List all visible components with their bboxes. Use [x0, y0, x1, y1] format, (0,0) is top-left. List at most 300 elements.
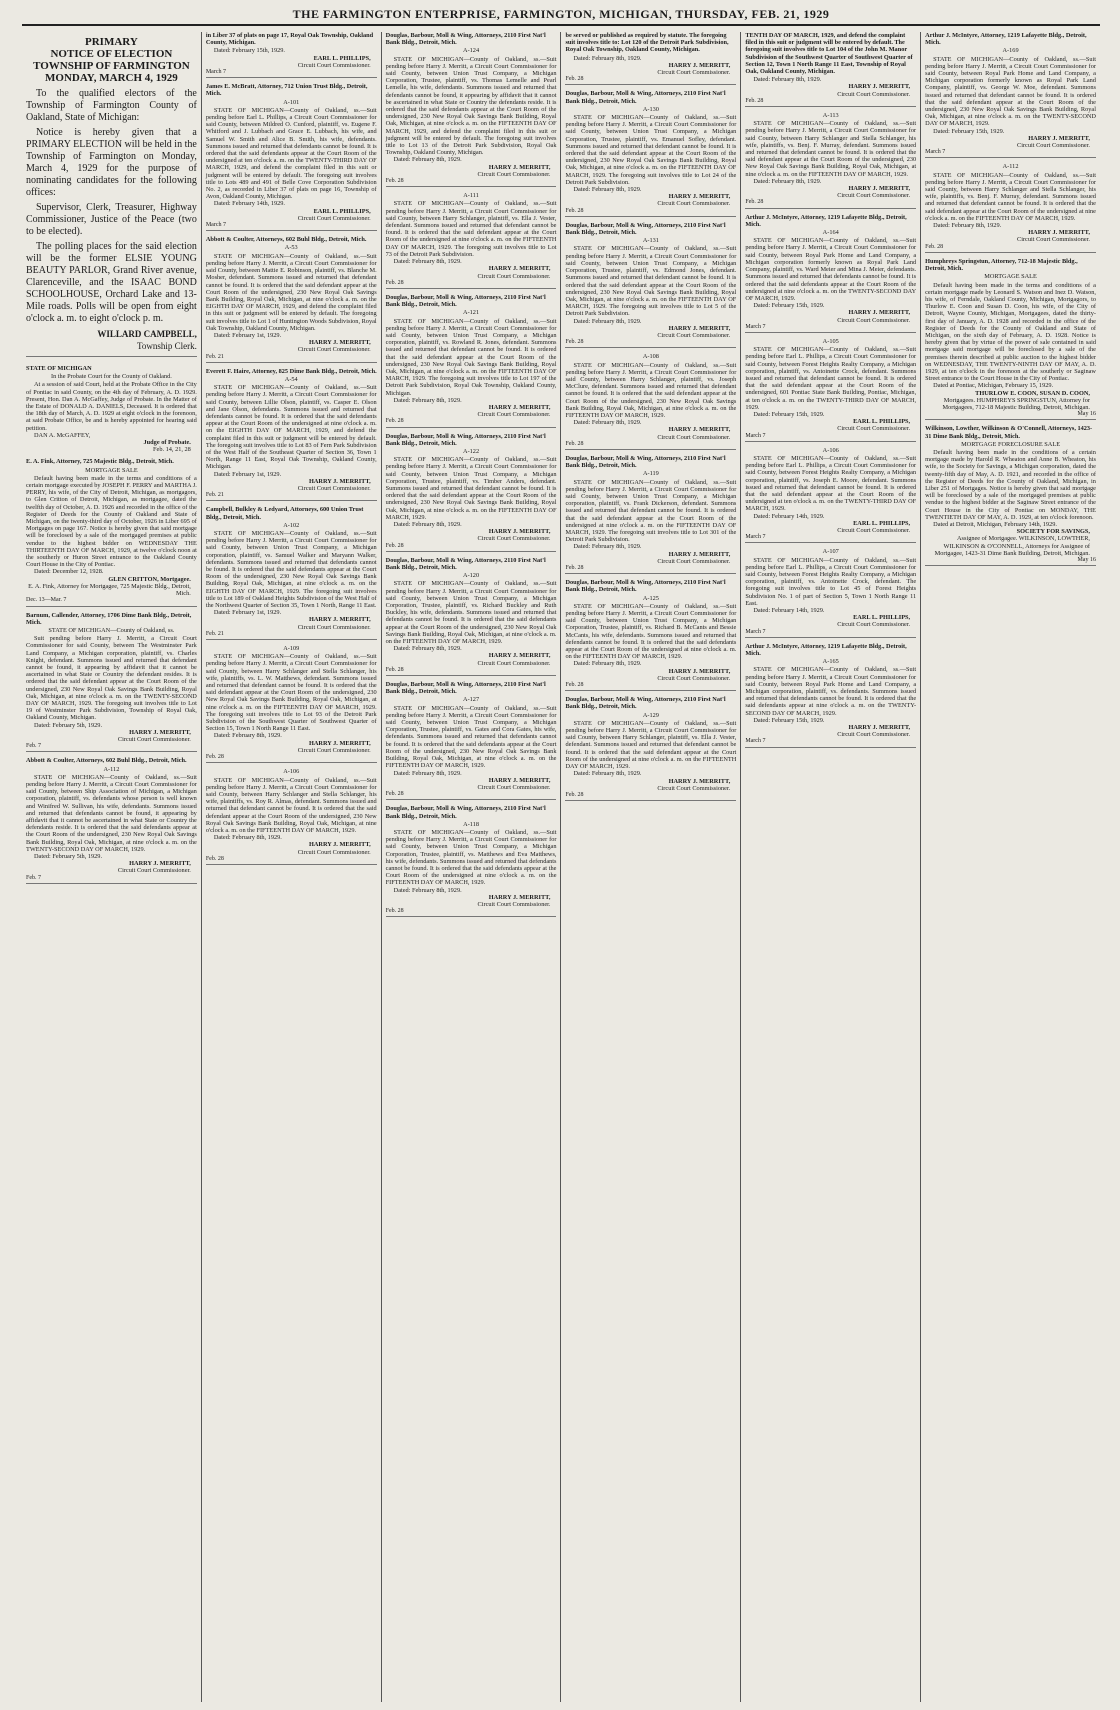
- notice-date: Dated: February 8th, 1929.: [393, 521, 462, 528]
- notice-date: Dated: February 8th, 1929.: [573, 317, 642, 325]
- election-signature-title: Township Clerk.: [26, 340, 197, 357]
- notice-body: Suit pending before Harry J. Merritt, a Circuit Court Commissioner for said County, between The Westminster Park Land Company, a Michigan corporation, plaintiff, vs. Charles Knight, defendant. Summons issued and returned that defendant cannot be found, it appearing by affidavit that it cannot be ascertained in what State or Country the defendant resides. It is ordered that the said defendant appear at the Court Room of the undersigned, 230 New Royal Oak Savings Bank Building, Royal Oak, Michigan, at nine o'clock a. m. on the TWENTY-SECOND DAY OF MARCH, 1929. The foregoing suit involves title to Lot 19 of Westminster Park Subdivision, Township of Royal Oak, Oakland County, Michigan.: [26, 635, 197, 722]
- notice-signature: HARRY J. MERRITT,: [488, 528, 551, 536]
- notice-body: STATE OF MICHIGAN—County of Oakland, ss.—Suit pending before Harry J. Merritt, a Circuit Court Commissioner for said County, between Union Trust Company, a Michigan corporation, plaintiff, vs. Samuel Walker and Maryann Walker, defendants. Summons issued and returned that defendants cannot be found. It is ordered that the said defendants appear at the Court Room of the undersigned, 230 New Royal Oak Savings Bank Building, Royal Oak, Michigan, at nine o'clock a. m. on the EIGHTH DAY OF MARCH, 1929. The foregoing suit involves title to Lot 189 of Oakland Heights Subdivision of the West Half of the Northwest Quarter of Section 35, Town 1 North, Range 11 East.: [205, 530, 377, 610]
- notice-signature-title: Circuit Court Commissioner.: [297, 484, 371, 492]
- election-heading-primary: PRIMARY: [85, 36, 138, 48]
- notice-last-date: May 16: [1077, 557, 1096, 564]
- legal-notice: [745, 214, 916, 333]
- legal-notice: [26, 458, 197, 606]
- notice-attorney-header: Douglas, Barbour, Moll & Wing, Attorneys, 2110 First Nat'l Bank Bldg., Detroit, Mich.: [565, 90, 726, 105]
- election-heading-notice: NOTICE OF ELECTION: [50, 48, 173, 60]
- notice-attorney-header: Douglas, Barbour, Moll & Wing, Attorneys, 2110 First Nat'l Bank Bldg., Detroit, Mich.: [565, 454, 726, 470]
- notice-case-number: A-106: [283, 768, 300, 776]
- notice-signature-title: Circuit Court Commissioner.: [1017, 236, 1090, 244]
- notice-signature: HARRY J. MERRITT,: [848, 309, 911, 317]
- notice-attorney-header: Everett F. Haire, Attorney, 825 Dime Bank Bldg., Detroit, Mich.: [205, 367, 377, 375]
- notice-body: At a session of said Court, held at the Probate Office in the City of Pontiac in said County, on the 4th day of February, A. D. 1929. Present, Hon. Dan A. McGaffey, Judge of Probate. In the Matter of the Estate of DONALD A. DANIELS, Deceased. It is ordered that the 18th day of March, A. D. 1929 at eight o'clock in the forenoon, at said Probate Office, be and is hereby appointed for hearing said petition.: [26, 381, 197, 432]
- notice-publication-dates: [565, 208, 736, 217]
- notice-body: STATE OF MICHIGAN—County of Oakland, ss.—Suit pending before Harry J. Merritt, a Circuit Court Commissioner for said County, between Union Trust Company, a Michigan corporation, plaintiff, vs. Frank Dickerson, defendant. Summons issued and returned that defendant cannot be found. It is ordered that the said defendant appear at the Court Room of the undersigned at nine o'clock a. m. on the FIFTEENTH DAY OF MARCH, 1929. The foregoing suit involves title to Lot 301 of the Detroit Park Subdivision.: [565, 478, 737, 544]
- notice-case-number: A-54: [284, 375, 298, 383]
- notice-case-number: A-112: [1002, 163, 1019, 171]
- notice-body: STATE OF MICHIGAN—County of Oakland, ss.—Suit pending before Harry J. Merritt, a Circuit Court Commissioner for said County, between Mattie E. Robinson, plaintiff, vs. Blanche M. Mosher, defendant. Summons issued and returned that defendant cannot be found. It is ordered that the said defendant appear at the Court Room of the undersigned, 230 New Royal Oak Savings Bank Building, Royal Oak, Michigan, at nine o'clock a. m. on the EIGHTH DAY OF MARCH, 1929, and defend the complaint filed in this suit or judgment will be entered by default. The foregoing suit involves title to Lot 1 of Huntington Woods Subdivision, Royal Oak Township, Oakland County, Michigan.: [205, 252, 377, 332]
- notice-publication-dates: [745, 98, 916, 107]
- notice-signature-title: Feb. 14, 21, 28: [153, 446, 191, 454]
- notice-body: STATE OF MICHIGAN—County of Oakland, ss.—Suit pending before Harry J. Merritt, a Circuit Court Commissioner for said County, between Harry Schlanger, plaintiff, vs. Ella J. Vester, defendant. Summons issued and returned that defendant cannot be found. It is ordered that the said defendant appear at the Court Room of the undersigned at nine o'clock a. m. on the FIFTEENTH DAY OF MARCH, 1929. The foregoing suit involves title to Lot 73 of the Detroit Park Subdivision.: [385, 200, 557, 258]
- legal-notice: [386, 192, 557, 289]
- election-paragraph: Notice is hereby given that a PRIMARY ELECTION will be held in the Township of Farmington on Monday, March 4, 1929 for the purpose of nominating candidates for the following offices:: [26, 127, 197, 198]
- notice-date: Dated: February 15th, 1929.: [753, 410, 825, 418]
- notice-signature-title: Circuit Court Commissioner.: [837, 527, 911, 534]
- notice-attorney-header: Douglas, Barbour, Moll & Wing, Attorneys, 2110 First Nat'l Bank Bldg., Detroit, Mich.: [385, 681, 546, 696]
- notice-first-date: Feb. 28: [205, 754, 224, 761]
- notice-signature-title: Circuit Court Commissioner.: [837, 731, 911, 739]
- notice-body: Dated: February 15th, 1929.: [213, 47, 286, 55]
- notice-case-number: A-120: [463, 572, 480, 580]
- notice-case-number: A-164: [822, 229, 839, 237]
- notice-signature: HARRY J. MERRITT,: [308, 841, 371, 849]
- notice-signature-title: Circuit Court Commissioner.: [837, 192, 911, 200]
- notice-case-number: A-107: [822, 548, 839, 556]
- notice-publication-dates: [386, 418, 557, 427]
- notice-signature-title: Circuit Court Commissioner.: [297, 623, 371, 631]
- notice-publication-dates: [565, 76, 736, 85]
- notice-first-date: March 7: [745, 738, 766, 745]
- notice-signature-title: Circuit Court Commissioner.: [657, 200, 731, 208]
- notice-date: Dated: February 8th, 1929.: [213, 834, 282, 842]
- legal-notice: [26, 612, 197, 753]
- notice-date: Dated: February 8th, 1929.: [573, 186, 642, 194]
- legal-notice: [565, 32, 736, 85]
- notice-signature: HARRY J. MERRITT,: [848, 83, 911, 91]
- notice-signature: SOCIETY FOR SAVINGS,: [1016, 528, 1090, 536]
- notice-case-number: A-106: [822, 446, 839, 454]
- notice-signature-title: Circuit Court Commissioner.: [657, 433, 731, 441]
- legal-notice: [26, 365, 197, 453]
- notice-attorney-header: E. A. Fink, Attorney, 725 Majestic Bldg., Detroit, Mich.: [26, 458, 174, 466]
- legal-notice: [565, 455, 736, 574]
- notice-date: Dated: February 1st, 1929.: [213, 609, 282, 617]
- notice-case-number: A-129: [642, 711, 659, 719]
- notice-publication-dates: [745, 534, 916, 543]
- notice-first-date: Feb. 28: [565, 682, 584, 689]
- notice-case-number: A-108: [642, 353, 659, 361]
- notice-first-date: March 7: [745, 432, 766, 439]
- notice-first-date: Feb. 28: [565, 440, 584, 447]
- notice-date: Dated: February 8th, 1929.: [393, 396, 462, 404]
- notice-signature: EARL L. PHILLIPS,: [313, 54, 371, 62]
- notice-date: Dated: February 8th, 1929.: [393, 769, 462, 777]
- notice-signature-title: Circuit Court Commissioner.: [477, 411, 551, 419]
- notice-signature: HARRY J. MERRITT,: [129, 728, 191, 736]
- notice-publication-dates: [26, 743, 197, 752]
- notice-case-number: A-101: [283, 98, 300, 106]
- notice-body: STATE OF MICHIGAN—County of Oakland, ss.—Suit pending before Harry J. Merritt, a Circuit Court Commissioner for said County, between Union Trust Company, a Michigan Corporation, Trustee, plaintiff, vs. Richard Buckley and Ruth Buckley, his wife, defendants. Summons issued and returned that defendants cannot be found. It is ordered that the said defendants appear at the Court Room of the undersigned, 230 New Royal Oak Savings Bank Building, Royal Oak, Michigan, at nine o'clock a. m. on the FIFTEENTH DAY OF MARCH, 1929.: [385, 580, 557, 646]
- notice-date: DAN A. McGAFFEY,: [34, 431, 91, 439]
- notice-body: STATE OF MICHIGAN—County of Oakland, ss.—Suit pending before Harry J. Merritt, a Circuit Court Commissioner for said County, between Royal Park Home and Land Company, a Michigan corporation formerly known as Royal Park Land Company, plaintiff, vs. Ward Meier and Mina J. Meier, defendants. Summons issued and returned that defendants cannot be found. It is ordered that the said defendants appear at the Court Room of the undersigned at nine o'clock a. m. on the TWENTY-SECOND DAY OF MARCH, 1929.: [745, 237, 917, 302]
- notice-case-number: A-127: [463, 696, 480, 704]
- notice-signature: HARRY J. MERRITT,: [1028, 134, 1090, 142]
- notice-publication-dates: [26, 875, 197, 884]
- legal-notice: [206, 506, 377, 640]
- notice-signature-title: Circuit Court Commissioner.: [477, 659, 551, 667]
- notice-date: Dated: February 8th, 1929.: [573, 660, 642, 668]
- notice-body: STATE OF MICHIGAN—County of Oakland, ss.—Suit pending before Harry J. Merritt, a Circuit Court Commissioner for said County, between Union Trust Company, a Michigan Corporation, Trustee, plaintiff, vs. Thomas Lemelle and Pearl Lemelle, his wife, defendants. Summons issued and returned that defendants cannot be found, it appearing by affidavit that it cannot be ascertained in what State or Country the defendants reside. It is ordered that the said defendants appear at the Court Room of the undersigned, 230 New Royal Oak Savings Bank Building, Royal Oak, Michigan, at nine o'clock a. m. on the FIFTEENTH DAY OF MARCH, 1929, and defend the complaint filed in this suit or judgment will be entered by default. The foregoing suit involves title to Lot 13 of the Detroit Park Subdivision, Royal Oak Township, Oakland County, Michigan.: [385, 55, 557, 157]
- notice-signature-title: Circuit Court Commissioner.: [837, 425, 911, 433]
- notice-signature: HARRY J. MERRITT,: [308, 477, 371, 485]
- notice-signature-title: Circuit Court Commissioner.: [297, 214, 371, 222]
- notice-signature-title: Circuit Court Commissioner.: [477, 170, 551, 178]
- notice-date: Dated: December 12, 1928.: [34, 568, 104, 576]
- column-6: [921, 32, 1100, 1702]
- notice-body: STATE OF MICHIGAN—County of Oakland, ss.—Suit pending before Harry J. Merritt, a Circuit Court Commissioner for said County, between Harry Schlanger and Stella Schlanger, his wife, plaintiffs, vs. Benj. F. Murray, defendant. Summons issued and returned that defendant cannot be found. It is ordered that the said defendant appear at the Court Room of the undersigned at nine o'clock a. m. on the FIFTEENTH DAY OF MARCH, 1929.: [925, 171, 1096, 222]
- notice-body: STATE OF MICHIGAN—County of Oakland, ss.—Suit pending before Earl L. Phillips, a Circuit Court Commissioner for said County, between Forest Heights Realty Company, a Michigan corporation, plaintiff, vs. Antoinette Crock, defendant. The foregoing suit involves title to Lot 45 of Forest Heights Subdivision No. 1 of part of Section 5, Town 1 North Range 11 East.: [745, 556, 917, 607]
- notice-case-number: A-165: [822, 658, 839, 666]
- notice-attorney-header: Douglas, Barbour, Moll & Wing, Attorneys, 2110 First Nat'l Bank Bldg., Detroit, Mich.: [565, 696, 726, 711]
- notice-first-date: Feb. 28: [385, 791, 404, 798]
- notice-signature-title: Circuit Court Commissioner.: [837, 90, 911, 98]
- notice-publication-dates: [925, 244, 1096, 253]
- legal-notice: [745, 112, 916, 209]
- notice-signature: HARRY J. MERRITT,: [668, 61, 731, 69]
- notice-signature-title: Circuit Court Commissioner.: [297, 746, 371, 754]
- notice-signature: EARL L. PHILLIPS,: [853, 614, 911, 622]
- notice-body: STATE OF MICHIGAN—County of Oakland, ss.—Suit pending before Harry J. Merritt, a Circuit Court Commissioner for said County, between Union Trust Company, a Michigan Corporation, Trustee, plaintiff, vs. Emanuel Sofley, defendant. Summons issued and returned that defendant cannot be found. It is ordered that the said defendant appear at the Court Room of the undersigned, 230 New Royal Oak Savings Bank Building, Royal Oak, Michigan, at nine o'clock a. m. on the FIFTEENTH DAY OF MARCH, 1929. The foregoing suit involves title to Lot 24 of the Detroit Park Subdivision.: [565, 114, 737, 186]
- notice-attorney-header: be served or published as required by statute. The foregoing suit involves title to: Lot 120 of the Detroit Park Subdivision, Royal Oak Township, Oakland County, Michigan.: [565, 32, 729, 54]
- notice-first-date: Feb. 28: [565, 791, 584, 798]
- notice-publication-dates: [26, 597, 197, 606]
- notice-signature-title: Mortgagees. HUMPHREYS SPRINGSTUN, Attorney for Mortgagees, 712-18 Majestic Building, Detroit, Michigan.: [942, 396, 1090, 411]
- notice-case-number: A-169: [1002, 47, 1019, 55]
- notice-publication-dates: [206, 631, 377, 640]
- notice-signature: HARRY J. MERRITT,: [488, 893, 551, 901]
- notice-signature-title: Circuit Court Commissioner.: [477, 535, 551, 543]
- notice-case-number: A-113: [822, 112, 839, 120]
- notice-publication-dates: [565, 565, 736, 574]
- legal-notice: [206, 368, 377, 502]
- notice-first-date: March 7: [205, 222, 226, 229]
- notice-first-date: Feb. 28: [925, 243, 944, 250]
- notice-attorney-header: TENTH DAY OF MARCH, 1929, and defend the complaint filed in this suit or judgment will be entered by default. The foregoing suit involves title to Lot 104 of the John M. Manor Subdivision of the Southwest Quarter of Southwest Quarter of Section 12, Town 1 North Range 11 East, Township of Royal Oak, Oakland County, Michigan.: [745, 32, 913, 76]
- legal-notice: [745, 338, 916, 442]
- notice-first-date: March 7: [745, 534, 766, 541]
- legal-notice: [206, 236, 377, 362]
- notice-attorney-header: Douglas, Barbour, Moll & Wing, Attorneys, 2110 First Nat'l Bank Bldg., Detroit, Mich.: [385, 556, 546, 572]
- notice-case-number: MORTGAGE SALE: [984, 273, 1037, 281]
- notice-date: Dated: February 5th, 1929.: [34, 853, 103, 860]
- notice-publication-dates: [206, 492, 377, 501]
- notice-attorney-header: in Liber 37 of plats on page 17, Royal Oak Township, Oakland County, Michigan.: [205, 32, 374, 47]
- legal-notice: [565, 222, 736, 348]
- notice-signature-title: Circuit Court Commissioner.: [837, 621, 911, 629]
- legal-notice: [386, 433, 557, 552]
- notice-case-number: A-131: [642, 237, 659, 245]
- notice-body: STATE OF MICHIGAN—County of Oakland, ss.—Suit pending before Harry J. Merritt, a Circuit Court Commissioner for said County, between Lillie Olson, plaintiff, vs. Casper E. Olson and Jane Olson, defendants. Summons issued and returned that defendants cannot be found. It is ordered that the said defendants appear at the Court Room of the undersigned at nine o'clock a. m. on the EIGHTH DAY OF MARCH, 1929, and defend the complaint filed in this suit or judgment will be entered by default. The foregoing suit involves title to Lot 83 of Fern Park Subdivision of the West Half of the Southeast Quarter of Section 36, Town 1 North, Range 11 East, Royal Oak Township, Oakland County, Michigan.: [205, 384, 377, 471]
- notice-date: Dated: February 8th, 1929.: [393, 886, 462, 894]
- notice-body: STATE OF MICHIGAN—County of Oakland, ss.—Suit pending before Harry J. Merritt, a Circuit Court Commissioner for said County, between Union Trust Company, a Michigan Corporation, Trustee, plaintiff, vs. Richard B. McCants and Bessie McCants, his wife, defendants. Summons issued and returned that defendants cannot be found. It is ordered that the said defendants appear at the Court Room of the undersigned at nine o'clock a. m. on the FIFTEENTH DAY OF MARCH, 1929.: [565, 602, 737, 661]
- notice-publication-dates: [745, 199, 916, 208]
- notice-attorney-header: Douglas, Barbour, Moll & Wing, Attorneys, 2110 First Nat'l Bank Bldg., Detroit, Mich.: [565, 221, 726, 237]
- notice-publication-dates: [386, 178, 557, 187]
- election-heading-date: MONDAY, MARCH 4, 1929: [45, 72, 178, 84]
- notice-publication-dates: [386, 667, 557, 676]
- notice-date: Dated: February 8th, 1929.: [753, 76, 822, 84]
- notice-body: STATE OF MICHIGAN—County of Oakland, ss.—Suit pending before Harry J. Merritt, a Circuit Court Commissioner for said County, between Union Trust Company, a Michigan Corporation, Trustee, plaintiff, vs. Edmond Jones, defendant. Summons issued and returned that defendant cannot be found. It is ordered that the said defendant appear at the Court Room of the undersigned, 230 New Royal Oak Savings Bank Building, Royal Oak, Michigan, at nine o'clock a. m. on the FIFTEENTH DAY OF MARCH, 1929. The foregoing suit involves title to Lot 5 of the Detroit Park Subdivision.: [565, 245, 737, 318]
- notice-case-number: A-105: [822, 337, 839, 345]
- notice-first-date: Feb. 28: [385, 279, 404, 286]
- notice-date: Dated: February 1st, 1929.: [213, 470, 282, 478]
- notice-signature: HARRY J. MERRITT,: [488, 265, 551, 273]
- notice-date: Dated: February 14th, 1929.: [753, 607, 825, 615]
- notice-case-number: A-53: [284, 244, 298, 252]
- notice-publication-dates: [925, 557, 1096, 566]
- notice-signature-title: Circuit Court Commissioner.: [1017, 142, 1090, 150]
- notice-date: Dated: February 8th, 1929.: [393, 645, 462, 653]
- notice-body: STATE OF MICHIGAN—County of Oakland, ss.—Suit pending before Harry J. Merritt, a Circuit Court Commissioner for said County, between Royal Park Home and Land Company, a Michigan corporation, plaintiff, vs. defendants. Summons issued and returned that defendants cannot be found. It is ordered that the said defendants appear at nine o'clock a. m. on the TWENTY-SECOND DAY OF MARCH, 1929.: [745, 666, 917, 717]
- column-3: [382, 32, 562, 1702]
- legal-notice: [206, 645, 377, 763]
- notice-signature-title: Circuit Court Commissioner.: [117, 867, 191, 875]
- notice-signature: HARRY J. MERRITT,: [488, 163, 551, 171]
- legal-notice: [26, 757, 197, 883]
- notice-first-date: March 7: [205, 69, 226, 76]
- notice-attorney-header: Arthur J. McIntyre, Attorney, 1219 Lafayette Bldg., Detroit, Mich.: [745, 213, 907, 228]
- notice-first-date: Feb. 28: [385, 542, 404, 549]
- notice-first-date: Feb. 7: [26, 874, 41, 881]
- notice-signature: HARRY J. MERRITT,: [668, 324, 731, 332]
- notice-body: STATE OF MICHIGAN—County of Oakland, ss.—Suit pending before Harry J. Merritt, a Circuit Court Commissioner for said County, between Ship Association of Michigan, a Michigan corporation, plaintiff, vs. defendants whose person is well known and Winifred W. Sullivan, his wife, defendants. Summons issued and returned that defendants cannot be found, it appearing by affidavit that it cannot be ascertained in what State or Country the defendants reside. It is ordered that the said defendants appear at the Court Room of the undersigned, 230 New Royal Oak Savings Bank Building, Royal Oak, Michigan, at nine o'clock a. m. on the TWENTY-SECOND DAY OF MARCH, 1929.: [26, 773, 197, 853]
- notice-body: Default having been made in the terms and conditions of a certain mortgage made by Leonard S. Watson and Inez D. Watson, his wife, of Ferndale, Oakland County, Michigan, Mortgagors, to Thurlow E. Coon and Susan D. Coon, his wife, of the City of Detroit, Wayne County, Michigan, Mortgagees, dated the thirty-first day of January, A. D. 1928 and recorded in the office of the Register of Deeds for the County of Oakland and State of Michigan, on the sixth day of February, A. D. 1928. Notice is hereby given that by virtue of the power of sale contained in said mortgage said mortgage will be foreclosed by a sale of the premises therein described at public auction to the highest bidder on WEDNESDAY, THE TWENTY-NINTH DAY OF MAY, A. D. 1929, at ten o'clock in the forenoon at the southerly or Saginaw Street entrance to the Court House in the City of Pontiac.: [925, 281, 1096, 383]
- notice-signature: EARL L. PHILLIPS,: [853, 519, 911, 527]
- notice-case-number: A-124: [463, 47, 480, 55]
- notice-date: Dated: February 15th, 1929.: [753, 302, 825, 310]
- legal-notice: [565, 696, 736, 801]
- legal-notice: [386, 294, 557, 428]
- notice-signature-title: Circuit Court Commissioner.: [657, 331, 731, 339]
- notice-case-number: A-118: [463, 820, 479, 828]
- notice-first-date: Feb. 28: [565, 76, 584, 83]
- notice-publication-dates: [206, 69, 377, 78]
- notice-body: STATE OF MICHIGAN—County of Oakland, ss.—Suit pending before Harry J. Merritt, a Circuit Court Commissioner for said County, between Harry Schlanger and Stella Schlanger, his wife, plaintiffs, vs. Benj. F. Murray, defendant. Summons issued and returned that defendant cannot be found. It is ordered that the said defendant appear at the Court Room of the undersigned, 230 New Royal Oak Savings Bank Building, Royal Oak, Michigan, at nine o'clock a. m. on the FIFTEENTH DAY OF MARCH, 1929.: [745, 120, 917, 178]
- notice-body: STATE OF MICHIGAN—County of Oakland, ss.—Suit pending before Harry J. Merritt, a Circuit Court Commissioner for said County, between Union Trust Company, a Michigan Corporation, Trustee, plaintiff, vs. Gates and Cora Gates, his wife, defendants. Summons issued and returned that defendants cannot be found. It is ordered that the said defendants appear at the Court Room of the undersigned, 230 New Royal Oak Savings Bank Building, Royal Oak, Michigan, at nine o'clock a. m. on the FIFTEENTH DAY OF MARCH, 1929.: [385, 704, 557, 770]
- notice-date: Dated: February 8th, 1929.: [573, 419, 642, 427]
- notice-signature-title: Circuit Court Commissioner.: [117, 735, 191, 743]
- notice-date: Dated: February 1st, 1929.: [213, 331, 282, 339]
- column-4: [561, 32, 741, 1702]
- notice-signature: HARRY J. MERRITT,: [1028, 229, 1090, 237]
- notice-body: STATE OF MICHIGAN—County of Oakland, ss.—Suit pending before Earl L. Phillips, a Circuit Court Commissioner for said County, between Mildred O. Cunford, plaintiff, vs. Eugene F. Whitford and J. Lubbach and Grace E. Lubbach, his wife, and Samuel W. Smith and Alice B. Smith, his wife, defendants. Summons issued and returned that defendants cannot be found. It is ordered that the said defendants appear at the Court Room of the undersigned at ten o'clock a. m. on the TWENTY-THIRD DAY OF MARCH, 1929, and defend the complaint filed in this suit or judgment will be entered by default. The foregoing suit involves title to Lots 489 and 491 of Belle Cove Corporation Subdivision No. 2, as recorded in Liber 37 of plats on page 16, Township of Avon, Oakland County, Michigan.: [205, 106, 377, 201]
- notice-first-date: Feb. 28: [205, 855, 224, 862]
- notice-first-date: Feb. 21: [205, 492, 224, 499]
- notice-case-number: A-119: [642, 470, 659, 478]
- election-notice: [26, 36, 197, 357]
- legal-notice-columns: [22, 32, 1100, 1702]
- notice-publication-dates: [206, 754, 377, 763]
- notice-date: Dated: February 8th, 1929.: [393, 258, 462, 266]
- legal-notice: [925, 425, 1096, 566]
- notice-body: STATE OF MICHIGAN—County of Oakland, ss.—Suit pending before Harry J. Merritt, a Circuit Court Commissioner for said County, between Harry Schlanger, plaintiff, vs. Ella J. Vester, defendant. Summons issued and returned that defendant cannot be found. It is ordered that the said defendant appear at the Court Room of the undersigned at nine o'clock a. m. on the FIFTEENTH DAY OF MARCH, 1929.: [565, 719, 737, 771]
- notice-publication-dates: [745, 433, 916, 442]
- notice-publication-dates: [745, 629, 916, 638]
- notice-signature-title: Circuit Court Commissioner.: [477, 900, 551, 908]
- notice-publication-dates: [745, 738, 916, 747]
- notice-publication-dates: [565, 339, 736, 348]
- notice-case-number: A-125: [642, 594, 659, 602]
- notice-signature: HARRY J. MERRITT,: [488, 652, 551, 660]
- notice-attorney-header: Abbott & Coulter, Attorneys, 602 Buhl Bldg., Detroit, Mich.: [205, 236, 367, 244]
- notice-signature: GLEN CRITTON, Mortgagee.: [108, 575, 191, 583]
- notice-first-date: March 7: [745, 628, 766, 635]
- legal-notice: [206, 768, 377, 865]
- election-paragraph: To the qualified electors of the Township of Farmington County of Oakland, State of Michigan:: [26, 88, 197, 123]
- notice-date: Dated: February 8th, 1929.: [933, 222, 1002, 230]
- notice-case-number: A-109: [283, 645, 300, 653]
- notice-signature-title: Circuit Court Commissioner.: [297, 346, 371, 354]
- notice-attorney-header: Abbott & Coulter, Attorneys, 602 Buhl Bldg., Detroit, Mich.: [26, 757, 187, 765]
- notice-body: STATE OF MICHIGAN—County of Oakland, ss.—Suit pending before Harry J. Merritt, a Circuit Court Commissioner for said County, between Harry Schlanger and Stella Schlanger, his wife, plaintiffs, vs. L. W. Matthews, defendant. Summons issued and returned that defendant cannot be found. It is ordered that the said defendant appear at the Court Room of the undersigned, 230 New Royal Oak Savings Bank Building, Royal Oak, Michigan, at nine o'clock a. m. on the FIFTEENTH DAY OF MARCH, 1929. The foregoing suit involves title to Lot 93 of the Detroit Park Subdivision of the Southwest Quarter of Southwest Quarter of Section 15, Town 1 North Range 11 East.: [205, 653, 377, 733]
- notice-date: Dated: February 8th, 1929.: [573, 770, 642, 778]
- notice-case-number: A-121: [463, 309, 480, 317]
- notice-attorney-header: Wilkinson, Lowther, Wilkinson & O'Connell, Attorneys, 1423-31 Dime Bank Bldg., Detroit, Mich.: [925, 425, 1093, 440]
- notice-case-number: MORTGAGE FORECLOSURE SALE: [961, 440, 1061, 448]
- notice-first-date: March 7: [925, 149, 946, 156]
- notice-publication-dates: [925, 149, 1096, 158]
- notice-date: Dated: February 8th, 1929.: [393, 156, 462, 164]
- legal-notice: [386, 805, 557, 917]
- notice-body: Default having been made in the terms and conditions of a certain mortgage executed by JOSEPH F. PERRY and MARTHA J. PERRY, his wife, of the City of Detroit, Michigan, as mortgagors, to Glen Critton of Detroit, Michigan, as mortgagee, dated the twelfth day of October, A. D. 1926 and recorded in the office of the Register of Deeds for the County of Oakland and State of Michigan, on the twenty-third day of October, 1926 in Liber 695 of Mortgages on page 167. Notice is hereby given that said mortgage will be foreclosed by a sale of the mortgaged premises at public vendue to the highest bidder on WEDNESDAY THE THIRTEENTH DAY OF MARCH, 1929, at twelve o'clock noon at the southerly or Huron Street entrance to the Oakland County Court House in the City of Pontiac.: [26, 474, 197, 569]
- notice-body: STATE OF MICHIGAN—County of Oakland, ss.—Suit pending before Harry J. Merritt, a Circuit Court Commissioner for said County, between Union Trust Company, a Michigan corporation, plaintiff, vs. Rowland R. Jones, defendant. Summons issued and returned that defendant cannot be found. It is ordered that the said defendant appear at the Court Room of the undersigned, 230 New Royal Oak Savings Bank Building, Royal Oak, Michigan, at nine o'clock a. m. on the FIFTEENTH DAY OF MARCH, 1929. The foregoing suit involves title to Lot 197 of the Detroit Park Subdivision, Royal Oak Township, Oakland County, Michigan.: [385, 317, 557, 397]
- notice-publication-dates: [206, 354, 377, 363]
- notice-case-number: STATE OF MICHIGAN—County of Oakland, ss.: [48, 626, 175, 634]
- notice-first-date: Feb. 28: [565, 207, 584, 214]
- notice-body: STATE OF MICHIGAN—County of Oakland, ss.—Suit pending before Harry J. Merritt, a Circuit Court Commissioner for said County, between Harry Schlanger and Stella Schlanger, his wife, plaintiffs, vs. Roy R. Almas, defendant. Summons issued and returned that defendant cannot be found. It is ordered that the said defendant appear at the Court Room of the undersigned, 230 New Royal Oak Savings Bank Building, Royal Oak, Michigan, at nine o'clock a. m. on the FIFTEENTH DAY OF MARCH, 1929.: [205, 776, 377, 834]
- notice-first-date: Feb. 21: [205, 630, 224, 637]
- legal-notice: [206, 32, 377, 78]
- notice-publication-dates: [565, 682, 736, 691]
- notice-first-date: Feb. 28: [385, 418, 404, 425]
- notice-case-number: A-122: [463, 447, 480, 455]
- legal-notice: [565, 90, 736, 216]
- notice-body: STATE OF MICHIGAN—County of Oakland, ss.—Suit pending before Earl L. Phillips, a Circuit Court Commissioner for said County, between Forest Heights Realty Company, a Michigan corporation, plaintiff, vs. Antoinette Crock, defendant. Summons issued and returned that defendant cannot be found. It is ordered that the said defendant appear at the Court Room of the undersigned, 601 Pontiac State Bank Building, Pontiac, Michigan, at ten o'clock a. m. on the TWENTY-THIRD DAY OF MARCH, 1929.: [745, 346, 917, 411]
- notice-date: Dated: February 15th, 1929.: [753, 716, 825, 724]
- notice-signature: HARRY J. MERRITT,: [308, 739, 371, 747]
- notice-publication-dates: [206, 856, 377, 865]
- notice-first-date: Feb. 28: [565, 339, 584, 346]
- notice-attorney-header: Douglas, Barbour, Moll & Wing, Attorneys, 2110 First Nat'l Bank Bldg., Detroit, Mich.: [385, 432, 546, 447]
- notice-case-number: A-112: [103, 765, 120, 773]
- notice-date: Dated: February 5th, 1929.: [34, 721, 103, 729]
- notice-case-number: In the Probate Court for the County of Oakland.: [50, 373, 172, 381]
- notice-date: Dated: February 14th, 1929.: [213, 200, 286, 208]
- notice-attorney-header: Douglas, Barbour, Moll & Wing, Attorneys, 2110 First Nat'l Bank Bldg., Detroit, Mich.: [385, 32, 546, 47]
- notice-first-date: Feb. 28: [745, 199, 764, 206]
- notice-signature-title: Circuit Court Commissioner.: [477, 272, 551, 280]
- notice-signature: HARRY J. MERRITT,: [129, 860, 191, 868]
- notice-attorney-header: Arthur J. McIntyre, Attorney, 1219 Lafayette Bldg., Detroit, Mich.: [925, 32, 1087, 47]
- notice-signature: HARRY J. MERRITT,: [668, 550, 731, 558]
- column-5: [741, 32, 921, 1702]
- notice-signature: HARRY J. MERRITT,: [488, 776, 551, 784]
- notice-date: Dated: February 15th, 1929.: [933, 127, 1005, 135]
- notice-signature-title: Circuit Court Commissioner.: [837, 316, 911, 324]
- notice-date: Dated: February 8th, 1929.: [573, 543, 642, 551]
- notice-first-date: Feb. 7: [26, 743, 41, 750]
- notice-first-date: Dec. 13—Mar. 7: [26, 597, 67, 604]
- notice-date: Dated at Detroit, Michigan, February 14th, 1929.: [933, 521, 1057, 528]
- notice-signature: Judge of Probate.: [143, 439, 191, 447]
- legal-notice: [745, 32, 916, 107]
- notice-attorney-header: James E. McBratt, Attorney, 712 Union Trust Bldg., Detroit, Mich.: [205, 83, 368, 98]
- notice-attorney-header: Douglas, Barbour, Moll & Wing, Attorneys, 2110 First Nat'l Bank Bldg., Detroit, Mich.: [385, 293, 546, 309]
- notice-signature: EARL L. PHILLIPS,: [853, 418, 911, 426]
- notice-body: STATE OF MICHIGAN—County of Oakland, ss.—Suit pending before Harry J. Merritt, a Circuit Court Commissioner for said County, between Harry Schlanger, plaintiff, vs. Joseph McClure, defendant. Summons issued and returned that defendant cannot be found. It is ordered that the said defendant appear at the Court Room of the undersigned, 230 New Royal Oak Savings Bank Building, Royal Oak, Michigan, at nine o'clock a. m. on the FIFTEENTH DAY OF MARCH, 1929.: [565, 361, 737, 419]
- notice-body: STATE OF MICHIGAN—County of Oakland, ss.—Suit pending before Harry J. Merritt, a Circuit Court Commissioner for said County, between Union Trust Company, a Michigan Corporation, Trustee, plaintiff, vs. Matthews and Eva Matthews, his wife, defendants. Summons issued and returned that defendants cannot be found. It is ordered that the said defendants appear at the Court Room of the undersigned at nine o'clock a. m. on the FIFTEENTH DAY OF MARCH, 1929.: [385, 828, 557, 887]
- notice-attorney-header: Humphreys Springstun, Attorney, 712-18 Majestic Bldg., Detroit, Mich.: [925, 257, 1078, 273]
- notice-date: Dated: February 8th, 1929.: [573, 54, 642, 62]
- notice-body: STATE OF MICHIGAN—County of Oakland, ss.—Suit pending before Harry J. Merritt, a Circuit Court Commissioner for said County, between Union Trust Company, a Michigan Corporation, Trustee, plaintiff, vs. Timber Anders, defendant. Summons issued and returned that defendant cannot be found. It is ordered that the said defendant appear at the Court Room of the undersigned, 230 New Royal Oak Savings Bank Building, Royal Oak, Michigan, at nine o'clock a. m. on the FIFTEENTH DAY OF MARCH, 1929.: [385, 456, 557, 521]
- notice-signature: HARRY J. MERRITT,: [668, 193, 731, 201]
- election-heading-township: TOWNSHIP OF FARMINGTON: [33, 60, 190, 72]
- notice-attorney-header: Campbell, Bulkley & Ledyard, Attorneys, 600 Union Trust Bldg., Detroit, Mich.: [205, 506, 364, 521]
- notice-signature: HARRY J. MERRITT,: [668, 667, 731, 675]
- notice-signature-title: Circuit Court Commissioner.: [657, 557, 731, 565]
- legal-notice: [925, 258, 1096, 420]
- notice-signature-title: Circuit Court Commissioner.: [657, 674, 731, 682]
- notice-case-number: A-130: [642, 105, 659, 113]
- notice-attorney-header: Arthur J. McIntyre, Attorney, 1219 Lafayette Bldg., Detroit, Mich.: [745, 642, 907, 658]
- notice-body: STATE OF MICHIGAN—County of Oakland, ss.—Suit pending before Earl L. Phillips, a Circuit Court Commissioner for said County, between Forest Heights Realty Company, a Michigan corporation, plaintiff, vs. Joseph E. Moore, defendant. Summons issued and returned that defendant cannot be found. It is ordered that the said defendant appear at the Court Room of the undersigned at ten o'clock a. m. on the TWENTY-THIRD DAY OF MARCH, 1929.: [745, 454, 917, 513]
- notice-last-date: May 16: [1077, 411, 1096, 418]
- legal-notice: [925, 32, 1096, 158]
- notice-date: Dated: February 8th, 1929.: [753, 177, 822, 185]
- notice-first-date: Feb. 28: [565, 565, 584, 572]
- legal-notice: [386, 32, 557, 187]
- legal-notice: [745, 548, 916, 637]
- legal-notice: [206, 83, 377, 231]
- notice-attorney-header: STATE OF MICHIGAN: [26, 365, 92, 372]
- notice-first-date: March 7: [745, 323, 766, 330]
- election-paragraph: Supervisor, Clerk, Treasurer, Highway Commissioner, Justice of the Peace (two to be elected).: [26, 202, 197, 237]
- notice-case-number: A-111: [463, 192, 479, 200]
- notice-first-date: Feb. 28: [385, 908, 404, 915]
- notice-publication-dates: [386, 543, 557, 552]
- notice-first-date: Feb. 28: [385, 666, 404, 673]
- notice-first-date: Feb. 21: [205, 353, 224, 360]
- notice-signature-title: Circuit Court Commissioner.: [657, 784, 731, 792]
- notice-attorney-header: Douglas, Barbour, Moll & Wing, Attorneys, 2110 First Nat'l Bank Bldg., Detroit, Mich.: [565, 579, 726, 594]
- notice-publication-dates: [745, 324, 916, 333]
- masthead-title: THE FARMINGTON ENTERPRISE, FARMINGTON, MICHIGAN, THURSDAY, FEB. 21, 1929: [292, 7, 830, 21]
- election-signature: WILLARD CAMPBELL,: [97, 329, 197, 339]
- notice-signature: HARRY J. MERRITT,: [668, 426, 731, 434]
- legal-notice: [565, 579, 736, 691]
- notice-date: Dated at Pontiac, Michigan, February 15, 1929.: [933, 382, 1054, 390]
- notice-first-date: Feb. 28: [385, 178, 404, 185]
- notice-attorney-header: Barnum, Callender, Attorney, 1706 Dime Bank Bldg., Detroit, Mich.: [26, 611, 192, 626]
- notice-publication-dates: [565, 792, 736, 801]
- notice-publication-dates: [386, 908, 557, 917]
- notice-case-number: MORTGAGE SALE: [85, 466, 138, 474]
- notice-signature: THURLOW E. COON, SUSAN D. COON,: [975, 389, 1090, 397]
- column-1: [22, 32, 202, 1702]
- notice-case-number: A-102: [283, 521, 300, 529]
- notice-signature-title: Circuit Court Commissioner.: [477, 783, 551, 791]
- legal-notice: [565, 353, 736, 450]
- notice-signature-title: Circuit Court Commissioner.: [297, 848, 371, 856]
- notice-body: STATE OF MICHIGAN—County of Oakland, ss.—Suit pending before Harry J. Merritt, a Circuit Court Commissioner for said County, between Royal Park Home and Land Company, a Michigan corporation formerly known as Royal Park Land Company, plaintiff, vs. George W. Moe, defendant. Summons issued and returned that defendant cannot be found. It is ordered that the said defendant appear at the Court Room of the undersigned, 230 New Royal Oak Savings Bank Building, Royal Oak, Michigan, at nine o'clock a. m. on the TWENTY-SECOND DAY OF MARCH, 1929.: [925, 55, 1096, 128]
- notice-date: Dated: February 14th, 1929.: [753, 512, 825, 520]
- notice-attorney-header: Douglas, Barbour, Moll & Wing, Attorneys, 2110 First Nat'l Bank Bldg., Detroit, Mich.: [385, 805, 546, 820]
